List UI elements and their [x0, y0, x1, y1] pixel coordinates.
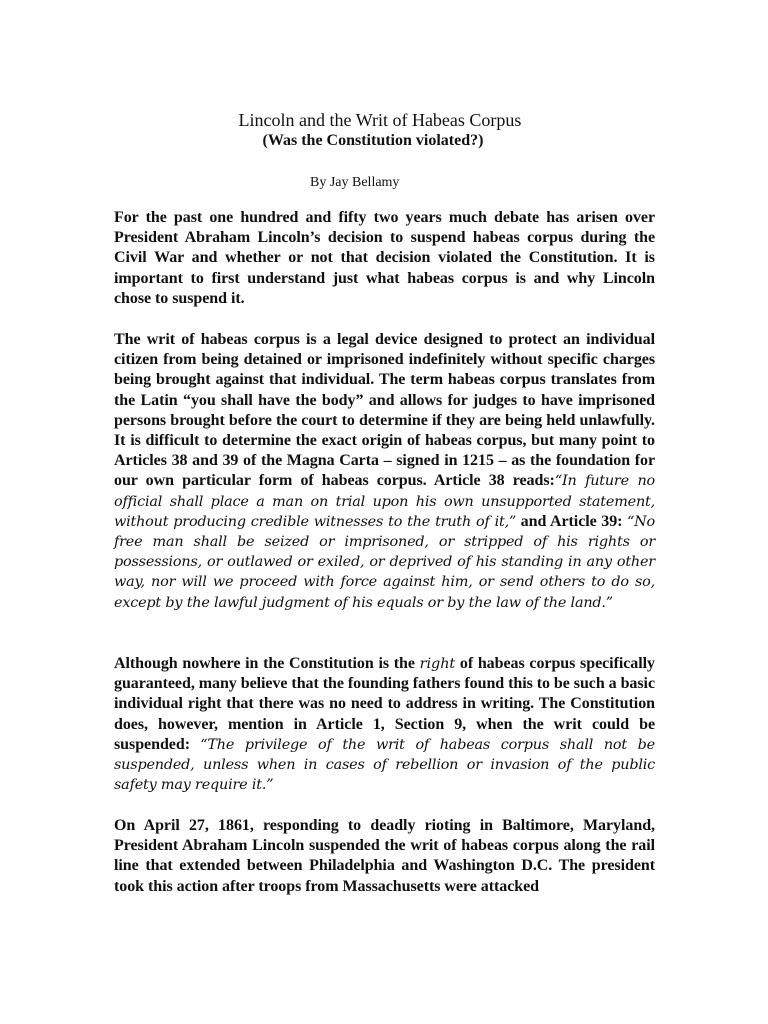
constitution-quote: “The privilege of the writ of habeas corpus shall not be suspended, unless when in cases of rebellion or invasion of the public safety may require it.”	[114, 736, 655, 794]
paragraph-1: For the past one hundred and fifty two years much debate has arisen over President Abraham Lincoln’s decision to suspend habeas corpus during the Civil War and whether or not that decision violated the Constitution. It is important to first understand just what habeas corpus is and why Lincoln chose to suspend it.	[114, 209, 655, 307]
paragraph-3	[114, 654, 655, 795]
paragraph-3-middle: of habeas corpus specifically guaranteed, many believe that the founding fathers found this to be such a basic individual right that there was no need to address in writing. The Constitution does, however, mention in Article 1, Section 9, when the writ could be suspended:	[114, 655, 655, 753]
paragraph-2	[114, 330, 655, 613]
article-39-quote: “No free man shall be seized or imprisoned, or stripped of his rights or possessions, or outlawed or exiled, or deprived of his standing in any other way, nor will we proceed with force against him, or send others to do so, except by the lawful judgment of his equals or by the law of the land.”	[114, 513, 655, 611]
paragraph-3-lead: Although nowhere in the Constitution is the	[114, 655, 420, 672]
right-emphasis: right	[419, 656, 456, 672]
paragraph-2-connector: and Article 39:	[516, 512, 627, 530]
document-title: Lincoln and the Writ of Habeas Corpus	[238, 110, 522, 130]
paragraph-4: On April 27, 1861, responding to deadly rioting in Baltimore, Maryland, President Abraham Lincoln suspended the writ of habeas corpus along the rail line that extended between Philadelphia and Washington D.C. The president took this action after troops from Massachusetts were attacked	[114, 817, 655, 895]
article-38-quote: “In future no official shall place a man on trial upon his own unsupported statement, without producing credible witnesses to the truth of it,”	[114, 473, 655, 530]
document-subtitle: (Was the Constitution violated?)	[262, 132, 484, 149]
byline: By Jay Bellamy	[310, 175, 400, 190]
paragraph-2-intro: The writ of habeas corpus is a legal device designed to protect an individual citizen from being detained or imprisoned indefinitely without specific charges being brought against that individual. The term habeas corpus translates from the Latin “you shall have the body” and allows for judges to have imprisoned persons brought before the court to determine if they are being held unlawfully. It is difficult to determine the exact origin of habeas corpus, but many point to Articles 38 and 39 of the Magna Carta – signed in 1215 – as the foundation for our own particular form of habeas corpus. Article 38 reads:	[114, 331, 655, 490]
